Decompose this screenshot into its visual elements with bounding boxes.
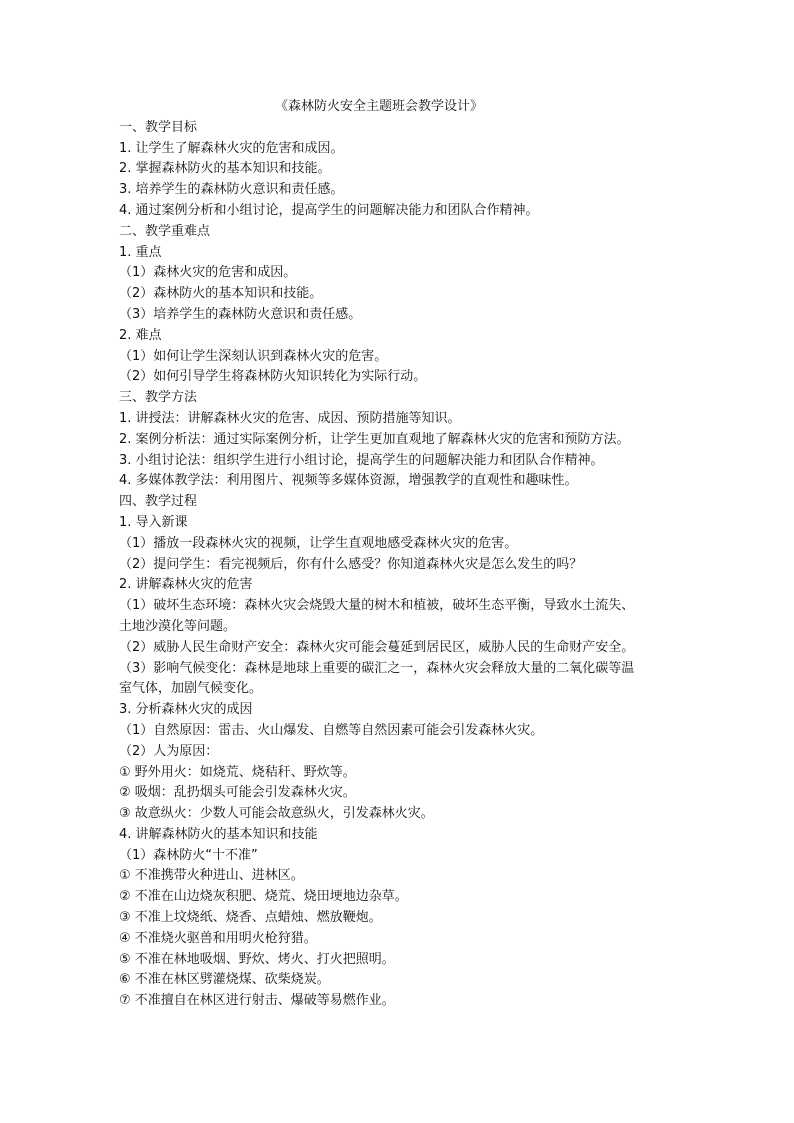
document-line: （2）森林防火的基本知识和技能。 [119, 286, 323, 302]
document-line: （3）培养学生的森林防火意识和责任感。 [119, 306, 362, 322]
document-line: ⑤ 不准在林地吸烟、野炊、烤火、打火把照明。 [119, 951, 395, 967]
document-line: （2）威胁人民生命财产安全：森林火灾可能会蔓延到居民区，威胁人民的生命财产安全。 [119, 639, 635, 655]
document-line: 2. 案例分析法：通过实际案例分析，让学生更加直观地了解森林火灾的危害和预防方法。 [119, 431, 630, 447]
document-line: ④ 不准烧火驱兽和用明火枪狩猎。 [119, 930, 317, 946]
document-line: （1）森林防火“十不准” [119, 847, 258, 863]
document-lines [119, 118, 679, 1012]
document-line: 土地沙漠化等问题。 [119, 618, 237, 634]
document-line: 3. 培养学生的森林防火意识和责任感。 [119, 182, 344, 198]
document-line: 3. 分析森林火灾的成因 [119, 702, 253, 718]
document-line: 3. 小组讨论法：组织学生进行小组讨论，提高学生的问题解决能力和团队合作精神。 [119, 452, 604, 468]
document-line: ① 野外用火：如烧荒、烧秸秆、野炊等。 [119, 764, 356, 780]
document-line: （1）播放一段森林火灾的视频，让学生直观地感受森林火灾的危害。 [119, 535, 518, 551]
document-line: ② 不准在山边烧灰积肥、烧荒、烧田埂地边杂草。 [119, 889, 408, 905]
document-line: 4. 多媒体教学法：利用图片、视频等多媒体资源，增强教学的直观性和趣味性。 [119, 473, 578, 489]
document-line: （1）破坏生态环境：森林火灾会烧毁大量的树木和植被，破坏生态平衡，导致水土流失、 [119, 598, 635, 614]
document-line: 三、教学方法 [119, 390, 198, 406]
document-line: ② 吸烟：乱扔烟头可能会引发森林火灾。 [119, 785, 356, 801]
document-line: 二、教学重难点 [119, 223, 211, 239]
document-line: （1）森林火灾的危害和成因。 [119, 265, 297, 281]
document-title: 《森林防火安全主题班会教学设计》 [274, 99, 483, 114]
document-line: 1. 让学生了解森林火灾的危害和成因。 [119, 140, 344, 156]
document-line: （1）如何让学生深刻认识到森林火灾的危害。 [119, 348, 388, 364]
document-line: 2. 讲解森林火灾的危害 [119, 577, 253, 593]
document-line: （3）影响气候变化：森林是地球上重要的碳汇之一，森林火灾会释放大量的二氧化碳等温 [119, 660, 635, 676]
document-line: ① 不准携带火种进山、进林区。 [119, 868, 304, 884]
document-line: ③ 不准上坟烧纸、烧香、点蜡烛、燃放鞭炮。 [119, 910, 382, 926]
document-line: （2）提问学生：看完视频后，你有什么感受？你知道森林火灾是怎么发生的吗？ [119, 556, 583, 572]
document-line: ⑥ 不准在林区劈灌烧煤、砍柴烧炭。 [119, 972, 330, 988]
document-line: 4. 通过案例分析和小组讨论，提高学生的问题解决能力和团队合作精神。 [119, 202, 539, 218]
document-line: 2. 掌握森林防火的基本知识和技能。 [119, 161, 331, 177]
document-line: 2. 难点 [119, 327, 162, 343]
document-line: ⑦ 不准擅自在林区进行射击、爆破等易燃作业。 [119, 993, 395, 1009]
document-line: 1. 讲授法：讲解森林火灾的危害、成因、预防措施等知识。 [119, 410, 461, 426]
document-line: 1. 导入新课 [119, 514, 188, 530]
document-line: 1. 重点 [119, 244, 162, 260]
document-line: 室气体，加剧气候变化。 [119, 681, 263, 697]
document-line: 一、教学目标 [119, 119, 198, 135]
document-line: （1）自然原因：雷击、火山爆发、自燃等自然因素可能会引发森林火灾。 [119, 722, 544, 738]
document-line: （2）如何引导学生将森林防火知识转化为实际行动。 [119, 369, 427, 385]
document-body [119, 97, 679, 1012]
document-line: ③ 故意纵火：少数人可能会故意纵火，引发森林火灾。 [119, 806, 434, 822]
document-line: （2）人为原因： [119, 743, 219, 759]
document-line: 四、教学过程 [119, 494, 198, 510]
document-line: 4. 讲解森林防火的基本知识和技能 [119, 826, 318, 842]
